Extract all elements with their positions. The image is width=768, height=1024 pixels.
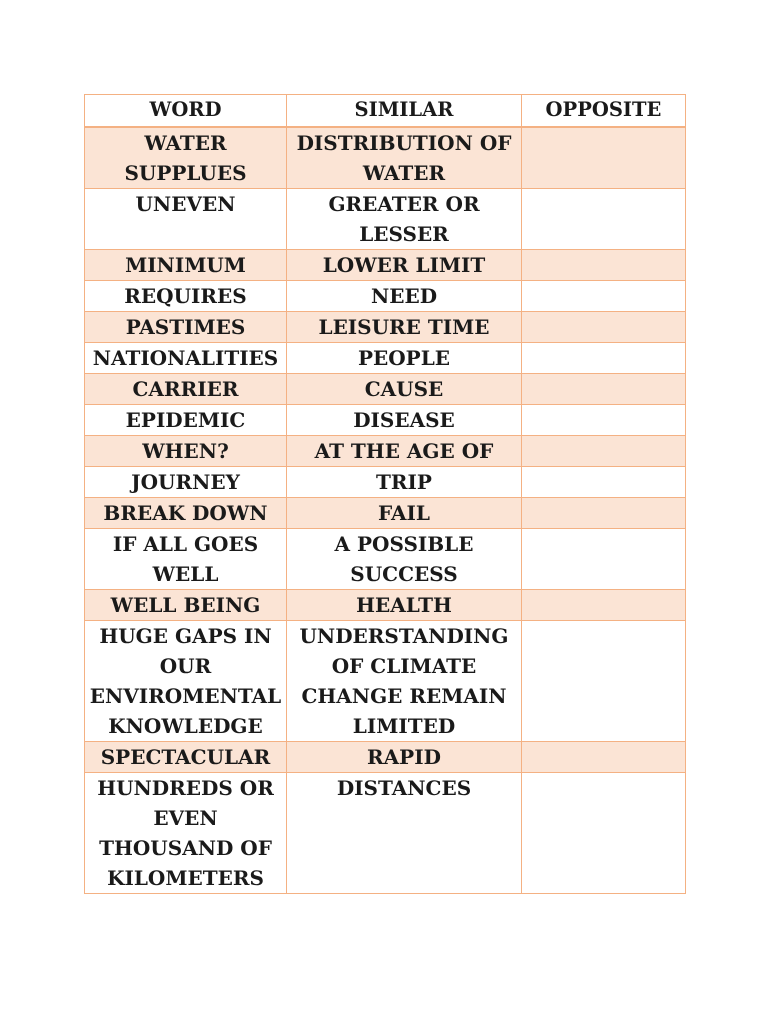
- cell-word: MINIMUM: [85, 250, 287, 281]
- header-row: [85, 95, 686, 128]
- table-row: [85, 250, 686, 281]
- cell-similar: AT THE AGE OF: [287, 436, 522, 467]
- cell-word: EPIDEMIC: [85, 405, 287, 436]
- table-row: [85, 343, 686, 374]
- cell-similar: UNDERSTANDING OF CLIMATE CHANGE REMAIN LIMITED: [287, 621, 522, 742]
- table-body: [85, 127, 686, 894]
- cell-similar: GREATER OR LESSER: [287, 189, 522, 250]
- cell-similar: DISEASE: [287, 405, 522, 436]
- cell-opposite: [522, 529, 686, 590]
- header-similar: SIMILAR: [287, 95, 522, 128]
- cell-opposite: [522, 436, 686, 467]
- cell-similar: TRIP: [287, 467, 522, 498]
- cell-similar: HEALTH: [287, 590, 522, 621]
- cell-similar: NEED: [287, 281, 522, 312]
- cell-word: JOURNEY: [85, 467, 287, 498]
- cell-opposite: [522, 498, 686, 529]
- cell-similar: A POSSIBLE SUCCESS: [287, 529, 522, 590]
- cell-opposite: [522, 467, 686, 498]
- cell-word: HUNDREDS OR EVEN THOUSAND OF KILOMETERS: [85, 773, 287, 894]
- cell-opposite: [522, 742, 686, 773]
- cell-opposite: [522, 621, 686, 742]
- cell-similar: LEISURE TIME: [287, 312, 522, 343]
- cell-word: HUGE GAPS IN OUR ENVIROMENTAL KNOWLEDGE: [85, 621, 287, 742]
- header-word: WORD: [85, 95, 287, 128]
- cell-similar: CAUSE: [287, 374, 522, 405]
- header-opposite: OPPOSITE: [522, 95, 686, 128]
- table-row: [85, 590, 686, 621]
- table-header: [85, 95, 686, 128]
- cell-similar: DISTRIBUTION OF WATER: [287, 127, 522, 189]
- table-row: [85, 621, 686, 742]
- cell-similar: FAIL: [287, 498, 522, 529]
- cell-opposite: [522, 250, 686, 281]
- table-row: [85, 529, 686, 590]
- cell-word: WELL BEING: [85, 590, 287, 621]
- cell-similar: LOWER LIMIT: [287, 250, 522, 281]
- table-row: [85, 312, 686, 343]
- cell-similar: DISTANCES: [287, 773, 522, 894]
- cell-word: NATIONALITIES: [85, 343, 287, 374]
- cell-word: WHEN?: [85, 436, 287, 467]
- cell-word: PASTIMES: [85, 312, 287, 343]
- table-row: [85, 773, 686, 894]
- table-row: [85, 405, 686, 436]
- cell-word: IF ALL GOES WELL: [85, 529, 287, 590]
- table-row: [85, 189, 686, 250]
- cell-opposite: [522, 773, 686, 894]
- table-row: [85, 374, 686, 405]
- cell-word: UNEVEN: [85, 189, 287, 250]
- cell-similar: RAPID: [287, 742, 522, 773]
- cell-word: SPECTACULAR: [85, 742, 287, 773]
- cell-opposite: [522, 590, 686, 621]
- cell-opposite: [522, 127, 686, 189]
- table-row: [85, 467, 686, 498]
- cell-similar: PEOPLE: [287, 343, 522, 374]
- cell-word: BREAK DOWN: [85, 498, 287, 529]
- vocabulary-table: [84, 94, 686, 894]
- cell-opposite: [522, 312, 686, 343]
- cell-word: WATER SUPPLUES: [85, 127, 287, 189]
- cell-opposite: [522, 343, 686, 374]
- cell-word: CARRIER: [85, 374, 287, 405]
- cell-word: REQUIRES: [85, 281, 287, 312]
- table-row: [85, 281, 686, 312]
- cell-opposite: [522, 374, 686, 405]
- table-row: [85, 742, 686, 773]
- cell-opposite: [522, 405, 686, 436]
- cell-opposite: [522, 281, 686, 312]
- table-row: [85, 127, 686, 189]
- cell-opposite: [522, 189, 686, 250]
- table-row: [85, 498, 686, 529]
- table-row: [85, 436, 686, 467]
